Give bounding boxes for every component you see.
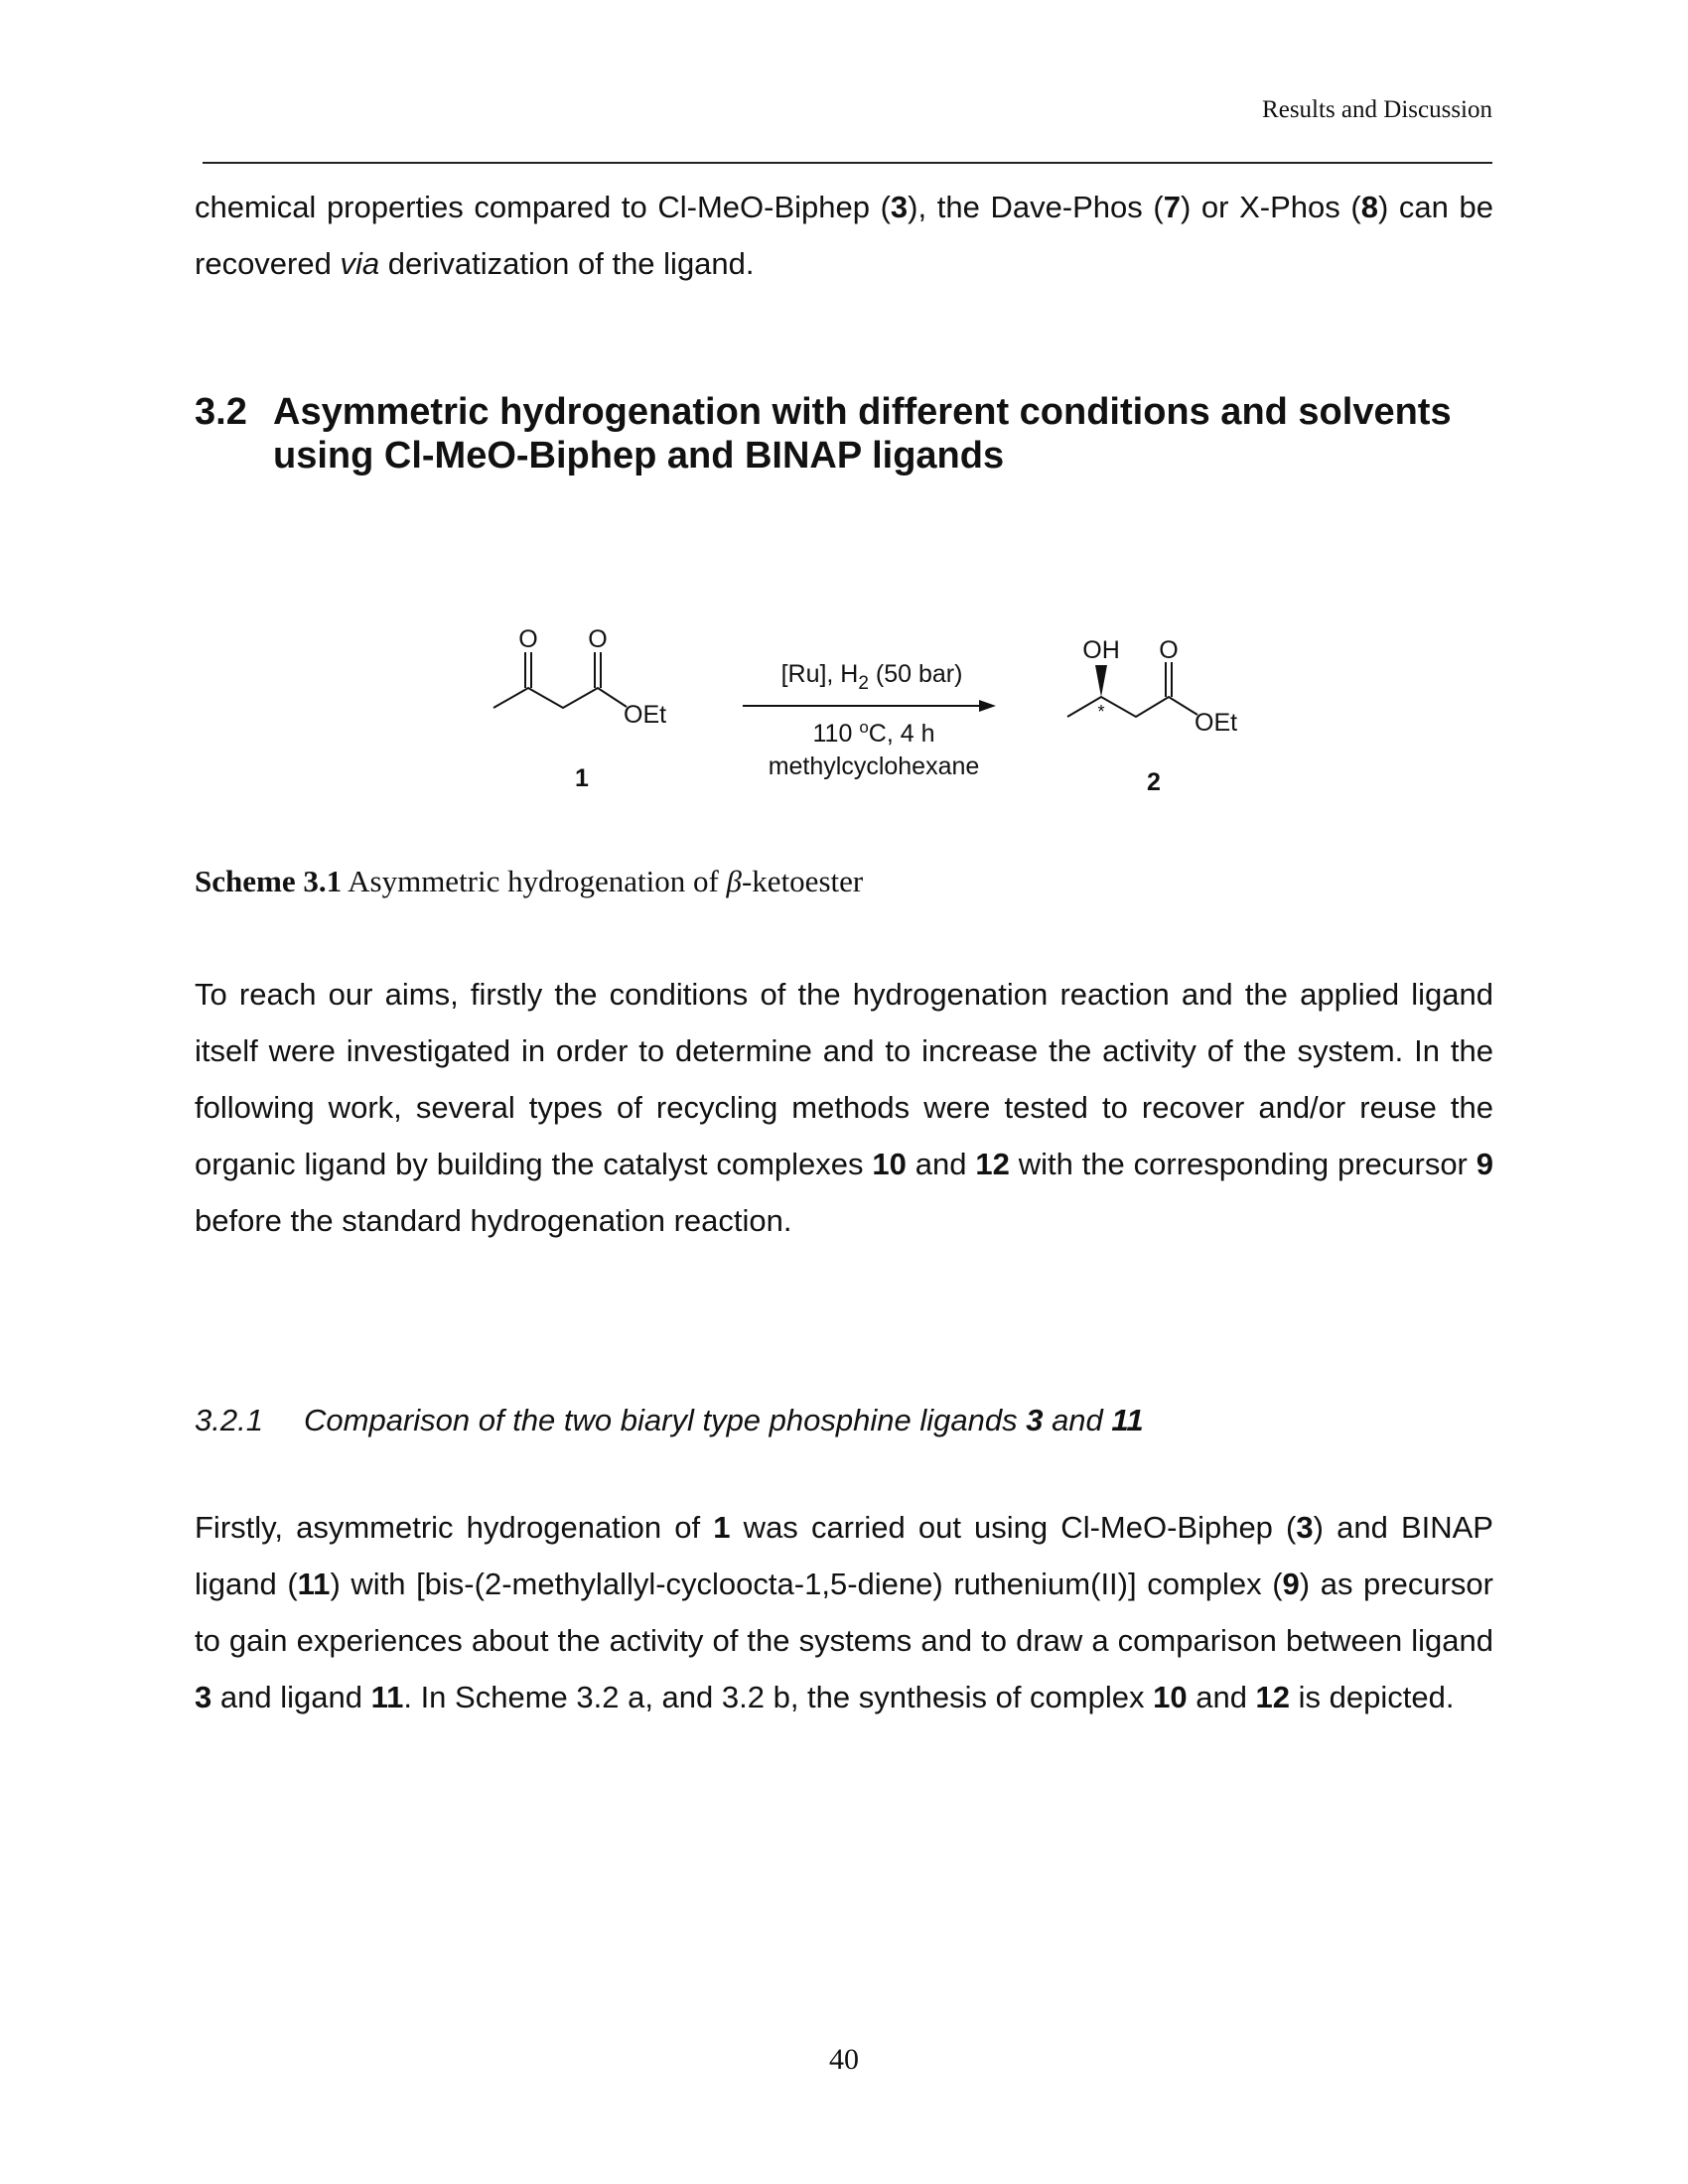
compound-ref: 11	[1111, 1403, 1144, 1437]
subsection-number: 3.2.1	[195, 1403, 263, 1437]
section-title: Asymmetric hydrogenation with different conditions and solvents using Cl-MeO-Biphep and BINAP ligands	[273, 391, 1452, 477]
compound-ref: 3	[195, 1680, 212, 1714]
compound-ref: 3	[890, 190, 909, 224]
text-run: ), the Dave-Phos (	[908, 190, 1164, 224]
text-run: before the standard hydrogenation reaction.	[195, 1203, 792, 1238]
compound-ref: 8	[1360, 190, 1378, 224]
text-run: ) as precursor to gain experiences about the activity of the systems and to draw a comparison between ligand	[195, 1567, 1493, 1658]
text-run: and	[1187, 1680, 1256, 1714]
text-run: To reach our aims, firstly the conditions of the hydrogenation reaction and the applied ligand itself were investigated in order to determine and to increase the activity of the system. In the following work, several types of recycling methods were tested to recover and/or reuse the organic ligand by building the catalyst complexes	[195, 977, 1493, 1181]
text-run: Firstly, asymmetric hydrogenation of	[195, 1510, 714, 1545]
scheme-caption	[195, 864, 863, 899]
intro-paragraph	[195, 179, 1493, 292]
caption-text: Asymmetric hydrogenation of	[342, 864, 727, 898]
product-stereocenter-mark: *	[1097, 702, 1105, 722]
page-number: 40	[829, 2043, 859, 2076]
product-skeleton	[1067, 697, 1197, 717]
product-hydroxyl: OH	[1082, 636, 1120, 664]
subsection-title: and	[1043, 1403, 1112, 1437]
compound-ref: 12	[1255, 1680, 1291, 1714]
product-number: 2	[1147, 768, 1161, 796]
compound-ref: 3	[1296, 1510, 1314, 1545]
text-run: chemical properties compared to Cl-MeO-Biphep (	[195, 190, 891, 224]
conditions-solvent: methylcyclohexane	[768, 752, 980, 780]
product-ethoxy: OEt	[1195, 709, 1238, 737]
text-run: ) can be recovered	[195, 190, 1493, 281]
reactant-skeleton	[493, 688, 627, 708]
product-wedge-bond	[1095, 665, 1107, 697]
text-run: ) with [bis-(2-methylallyl-cycloocta-1,5-diene) ruthenium(II)] complex (	[330, 1567, 1283, 1601]
caption-text: -ketoester	[741, 864, 864, 898]
conditions-temperature: 110 $^o$C, 4 h	[812, 718, 935, 748]
compound-ref: 3	[1026, 1403, 1044, 1437]
text-run: . In Scheme 3.2 a, and 3.2 b, the synthesis of complex	[403, 1680, 1154, 1714]
compound-ref: 10	[1153, 1680, 1188, 1714]
compound-ref: 1	[713, 1510, 731, 1545]
caption-label: Scheme 3.1	[195, 864, 343, 898]
running-header: Results and Discussion	[1262, 96, 1492, 123]
text-run: was carried out using Cl-MeO-Biphep (	[730, 1510, 1297, 1545]
compound-ref: 7	[1163, 190, 1181, 224]
section-number: 3.2	[195, 391, 247, 433]
compound-ref: 11	[370, 1680, 404, 1714]
compound-ref: 12	[975, 1147, 1010, 1181]
text-run: ) and BINAP ligand (	[195, 1510, 1493, 1601]
reactant-ethoxy: OEt	[624, 701, 667, 729]
conditions-catalyst: [Ru], $H_2$ (50 bar)	[780, 660, 963, 694]
reaction-arrowhead	[979, 700, 996, 712]
compound-ref: 10	[872, 1147, 907, 1181]
text-run: and ligand	[211, 1680, 371, 1714]
reactant-atom-o1: O	[518, 625, 538, 653]
text-run: derivatization of the ligand.	[379, 246, 755, 281]
section-heading	[195, 390, 1515, 478]
text-run: and	[906, 1147, 976, 1181]
reactant-structure	[493, 652, 627, 708]
subsection-title: Comparison of the two biaryl type phosphine ligands	[304, 1403, 1027, 1437]
product-structure	[1067, 662, 1197, 717]
compound-ref: 9	[1476, 1147, 1493, 1181]
text-run: is depicted.	[1290, 1680, 1455, 1714]
reaction-scheme	[0, 625, 1688, 824]
reactant-number: 1	[575, 764, 589, 792]
text-run: with the corresponding precursor	[1009, 1147, 1477, 1181]
aims-paragraph	[195, 966, 1493, 1249]
first-paragraph	[195, 1499, 1493, 1725]
subsection-heading	[195, 1403, 1144, 1438]
header-rule	[203, 162, 1492, 164]
caption-greek: β	[726, 864, 742, 898]
text-run: ) or X-Phos (	[1180, 190, 1361, 224]
italic-term: via	[340, 246, 380, 281]
compound-ref: 11	[297, 1567, 331, 1601]
reactant-atom-o2: O	[588, 625, 608, 653]
compound-ref: 9	[1282, 1567, 1300, 1601]
product-atom-o: O	[1159, 636, 1179, 664]
